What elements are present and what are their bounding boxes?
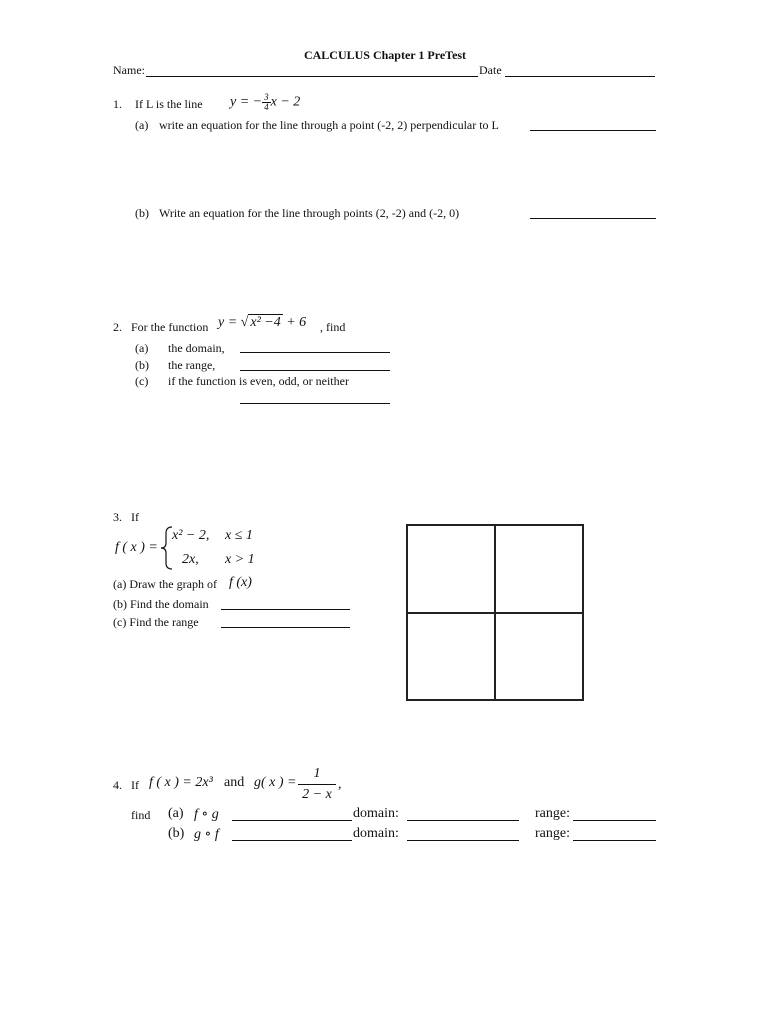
q3b-text: (b) Find the domain — [113, 597, 209, 611]
q1a-text: write an equation for the line through a point (-2, 2) perpendicular to L — [159, 118, 499, 132]
q3a-fx: f (x) — [229, 575, 252, 590]
q1-line-equation — [230, 93, 300, 112]
graph-grid[interactable] — [406, 524, 584, 701]
q4b-label: (b) — [168, 826, 185, 841]
date-blank[interactable] — [505, 76, 655, 77]
q4b-domain-blank[interactable] — [407, 840, 519, 841]
q3-fx: f ( x ) = — [115, 540, 158, 555]
q1a-label: (a) — [135, 118, 149, 132]
q4a-range-blank[interactable] — [573, 820, 656, 821]
q3-case2-cond: x > 1 — [225, 552, 255, 567]
q3-case1-expr: x² − 2, — [172, 528, 210, 543]
q3-case2-expr: 2x, — [182, 552, 199, 567]
q4-fraction-bar — [298, 784, 336, 785]
q2c-label: (c) — [135, 374, 149, 388]
q1-line-rhs: x − 2 — [270, 94, 301, 110]
q4a-range-label: range: — [535, 806, 570, 821]
q4b-answer-blank[interactable] — [232, 840, 352, 841]
grid-quadrant-4 — [494, 612, 584, 701]
q3-number: 3. — [113, 510, 122, 524]
q2-number: 2. — [113, 320, 122, 334]
q4b-range-blank[interactable] — [573, 840, 656, 841]
q4-if: If — [131, 778, 139, 792]
q1a-answer-blank[interactable] — [530, 130, 656, 131]
page-title: CALCULUS Chapter 1 PreTest — [303, 48, 467, 62]
q1b-label: (b) — [135, 206, 149, 220]
q4b-composition: g ∘ f — [194, 827, 219, 842]
q4-and: and — [224, 775, 245, 790]
q2a-label: (a) — [135, 341, 149, 355]
q2-plus-term: + 6 — [286, 315, 307, 330]
q1b-answer-blank[interactable] — [530, 218, 656, 219]
grid-quadrant-2 — [406, 524, 496, 614]
q3b-answer-blank[interactable] — [221, 609, 350, 610]
q1-frac-den: 4 — [264, 102, 269, 112]
q4b-range-label: range: — [535, 826, 570, 841]
q1-frac-num: 3 — [264, 92, 269, 102]
q1-slope-fraction — [262, 93, 271, 112]
q3c-text: (c) Find the range — [113, 615, 199, 629]
q4-number: 4. — [113, 778, 122, 792]
q4-gx: g( x ) = — [254, 775, 297, 790]
q2-intro: For the function — [131, 320, 209, 334]
q2b-text: the range, — [168, 358, 216, 372]
q1b-text: Write an equation for the line through points (2, -2) and (-2, 0) — [159, 206, 460, 220]
q1-number: 1. — [113, 97, 122, 111]
q2-function — [218, 315, 306, 331]
q4a-domain-label: domain: — [353, 806, 399, 821]
q2b-answer-blank[interactable] — [240, 370, 390, 371]
date-label: Date — [479, 63, 502, 77]
q2-radicand: x² −4 — [250, 315, 281, 330]
q4a-label: (a) — [168, 806, 184, 821]
grid-quadrant-3 — [406, 612, 496, 701]
q2-find: , find — [320, 320, 346, 334]
q3-if: If — [131, 510, 139, 524]
grid-quadrant-1 — [494, 524, 584, 614]
q2c-text: if the function is even, odd, or neither — [168, 374, 349, 388]
q4-comma: , — [338, 777, 342, 792]
q4a-answer-blank[interactable] — [232, 820, 352, 821]
q2b-label: (b) — [135, 358, 149, 372]
sqrt-symbol: √ x² −4 — [240, 315, 281, 330]
q2a-answer-blank[interactable] — [240, 352, 390, 353]
q3a-text: (a) Draw the graph of — [113, 577, 217, 591]
q1-line-lhs: y = − — [230, 94, 263, 110]
q2-y-eq: y = — [218, 315, 238, 330]
q2c-answer-blank[interactable] — [240, 403, 390, 404]
q3c-answer-blank[interactable] — [221, 627, 350, 628]
q4-g-denominator: 2 − x — [302, 787, 332, 802]
q2a-text: the domain, — [168, 341, 225, 355]
q1-intro: If L is the line — [135, 97, 203, 111]
q4-find: find — [131, 808, 151, 822]
q4-g-numerator: 1 — [313, 766, 321, 781]
q4a-domain-blank[interactable] — [407, 820, 519, 821]
q4-fx: f ( x ) = 2x³ — [149, 775, 213, 790]
name-blank[interactable] — [146, 76, 478, 77]
q3-case1-cond: x ≤ 1 — [225, 528, 253, 543]
q4b-domain-label: domain: — [353, 826, 399, 841]
q4a-composition: f ∘ g — [194, 807, 219, 822]
name-label: Name: — [113, 63, 145, 77]
